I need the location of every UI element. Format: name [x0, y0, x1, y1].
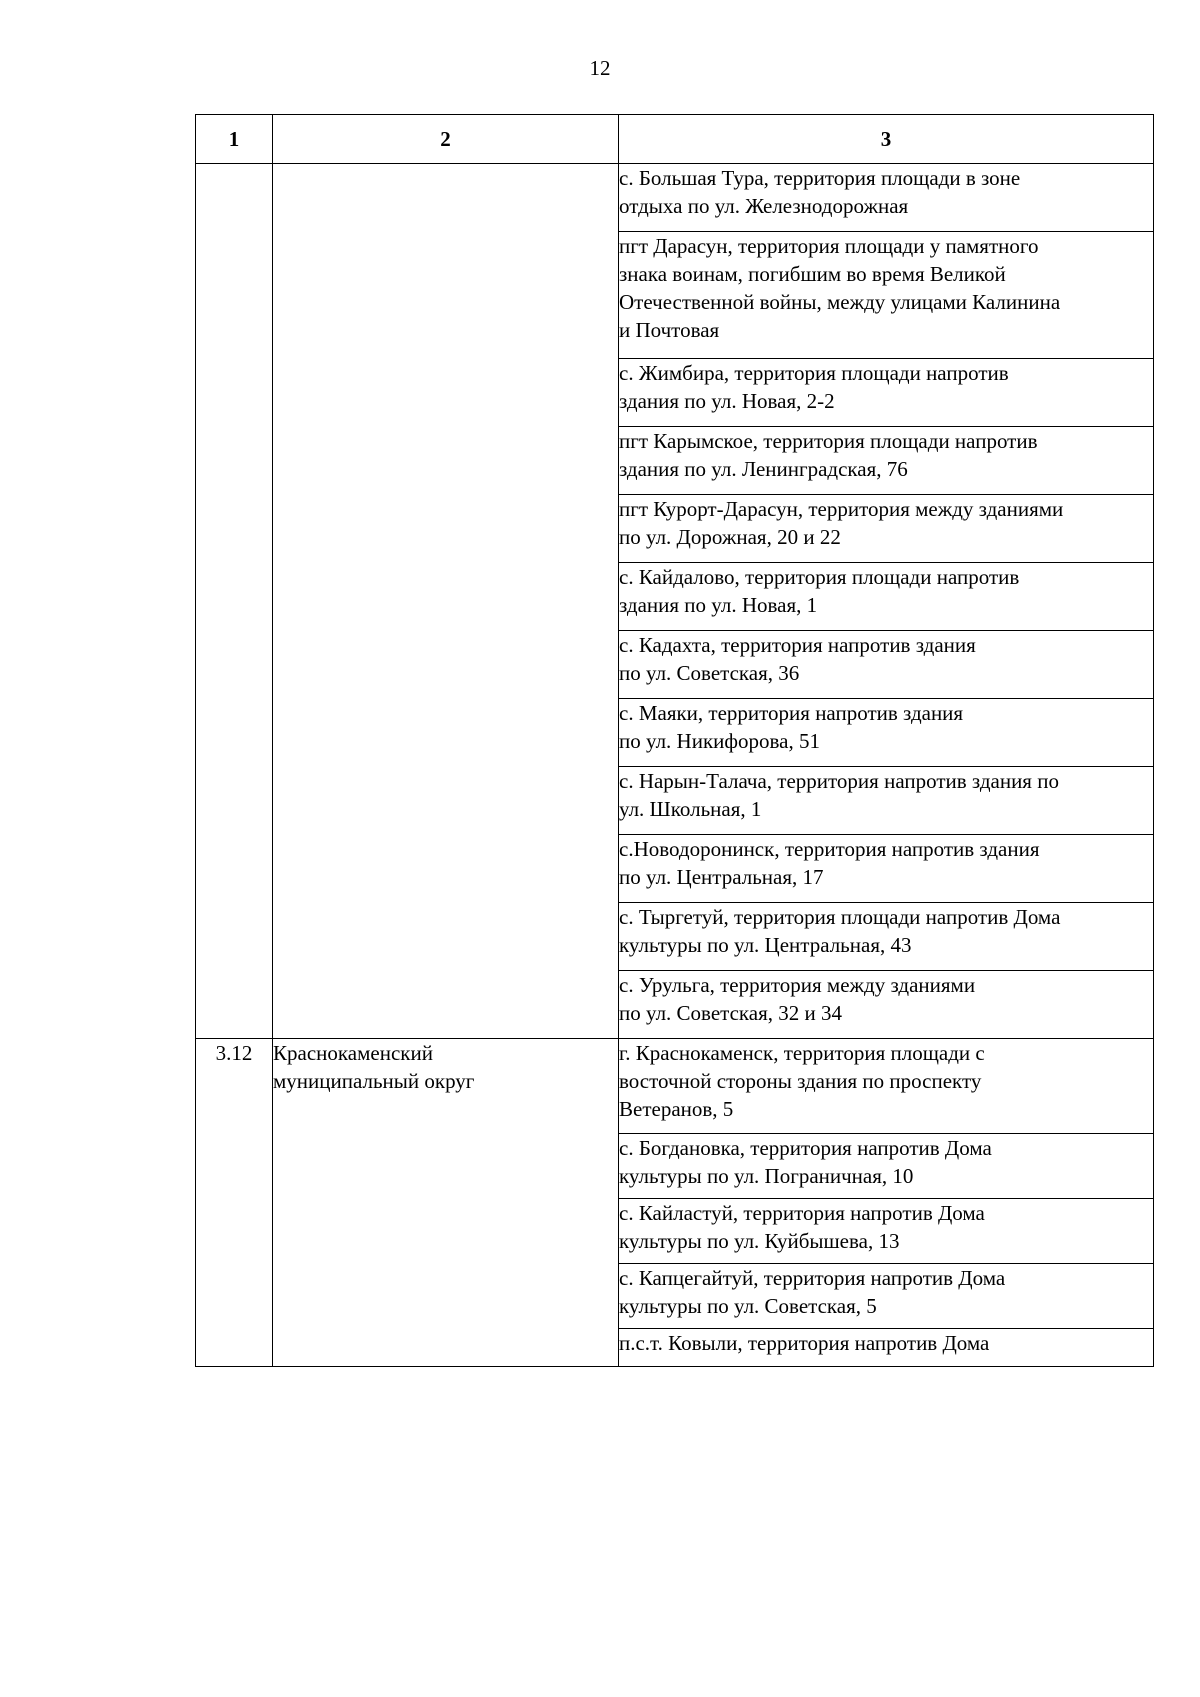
address-cell [619, 1199, 1154, 1264]
header-col-2: 2 [273, 115, 619, 164]
address-cell [619, 164, 1154, 232]
table-header-row [196, 115, 1154, 164]
page-number: 12 [589, 56, 611, 80]
header-col-3: 3 [619, 115, 1154, 164]
address-line: с. Тыргетуй, территория площади напротив Дома [619, 905, 1061, 929]
section-number-cell: 3.12 [196, 1039, 273, 1367]
address-line: с. Богдановка, территория напротив Дома [619, 1136, 992, 1160]
address-cell [619, 835, 1154, 903]
address-line: г. Краснокаменск, территория площади с [619, 1041, 985, 1065]
address-cell [619, 699, 1154, 767]
address-line: по ул. Дорожная, 20 и 22 [619, 525, 841, 549]
address-line: культуры по ул. Куйбышева, 13 [619, 1229, 900, 1253]
address-line: п.с.т. Ковыли, территория напротив Дома [619, 1331, 990, 1355]
address-cell [619, 1329, 1154, 1367]
header-col-1: 1 [196, 115, 273, 164]
address-line: отдыха по ул. Железнодорожная [619, 194, 909, 218]
address-cell [619, 1039, 1154, 1134]
table-row [196, 1039, 1154, 1134]
address-line: культуры по ул. Советская, 5 [619, 1294, 877, 1318]
address-line: с. Кайластуй, территория напротив Дома [619, 1201, 985, 1225]
address-line: по ул. Центральная, 17 [619, 865, 824, 889]
address-line: с. Кайдалово, территория площади напротив [619, 565, 1020, 589]
locations-table [195, 114, 1154, 1367]
address-cell [619, 631, 1154, 699]
table-row [196, 164, 1154, 232]
address-cell [619, 903, 1154, 971]
empty-number-cell [196, 164, 273, 1039]
address-line: ул. Школьная, 1 [619, 797, 762, 821]
empty-name-cell [273, 164, 619, 1039]
address-line: с.Новодоронинск, территория напротив здания [619, 837, 1040, 861]
district-name-line: муниципальный округ [273, 1069, 475, 1093]
address-line: здания по ул. Новая, 2-2 [619, 389, 835, 413]
address-line: по ул. Советская, 32 и 34 [619, 1001, 843, 1025]
address-line: и Почтовая [619, 318, 720, 342]
address-line: восточной стороны здания по проспекту [619, 1069, 982, 1093]
address-cell [619, 1264, 1154, 1329]
address-line: здания по ул. Ленинградская, 76 [619, 457, 908, 481]
address-cell [619, 495, 1154, 563]
address-line: культуры по ул. Пограничная, 10 [619, 1164, 914, 1188]
address-cell [619, 1134, 1154, 1199]
address-cell [619, 232, 1154, 359]
address-line: по ул. Советская, 36 [619, 661, 800, 685]
address-line: с. Урульга, территория между зданиями [619, 973, 976, 997]
address-line: здания по ул. Новая, 1 [619, 593, 818, 617]
address-line: знака воинам, погибшим во время Великой [619, 262, 1006, 286]
address-line: по ул. Никифорова, 51 [619, 729, 820, 753]
address-line: пгт Карымское, территория площади напротив [619, 429, 1038, 453]
address-cell [619, 563, 1154, 631]
address-line: с. Нарын-Талача, территория напротив здания по [619, 769, 1059, 793]
address-line: Ветеранов, 5 [619, 1097, 734, 1121]
address-cell [619, 767, 1154, 835]
address-line: культуры по ул. Центральная, 43 [619, 933, 912, 957]
address-line: с. Жимбира, территория площади напротив [619, 361, 1009, 385]
district-name-cell [273, 1039, 619, 1367]
address-line: с. Кадахта, территория напротив здания [619, 633, 976, 657]
district-name-line: Краснокаменский [273, 1041, 433, 1065]
address-cell [619, 359, 1154, 427]
address-line: с. Большая Тура, территория площади в зоне [619, 166, 1021, 190]
address-line: с. Капцегайтуй, территория напротив Дома [619, 1266, 1006, 1290]
address-cell [619, 971, 1154, 1039]
address-line: Отечественной войны, между улицами Калинина [619, 290, 1061, 314]
address-line: пгт Дарасун, территория площади у памятного [619, 234, 1039, 258]
address-line: с. Маяки, территория напротив здания [619, 701, 964, 725]
address-cell [619, 427, 1154, 495]
address-line: пгт Курорт-Дарасун, территория между зданиями [619, 497, 1064, 521]
